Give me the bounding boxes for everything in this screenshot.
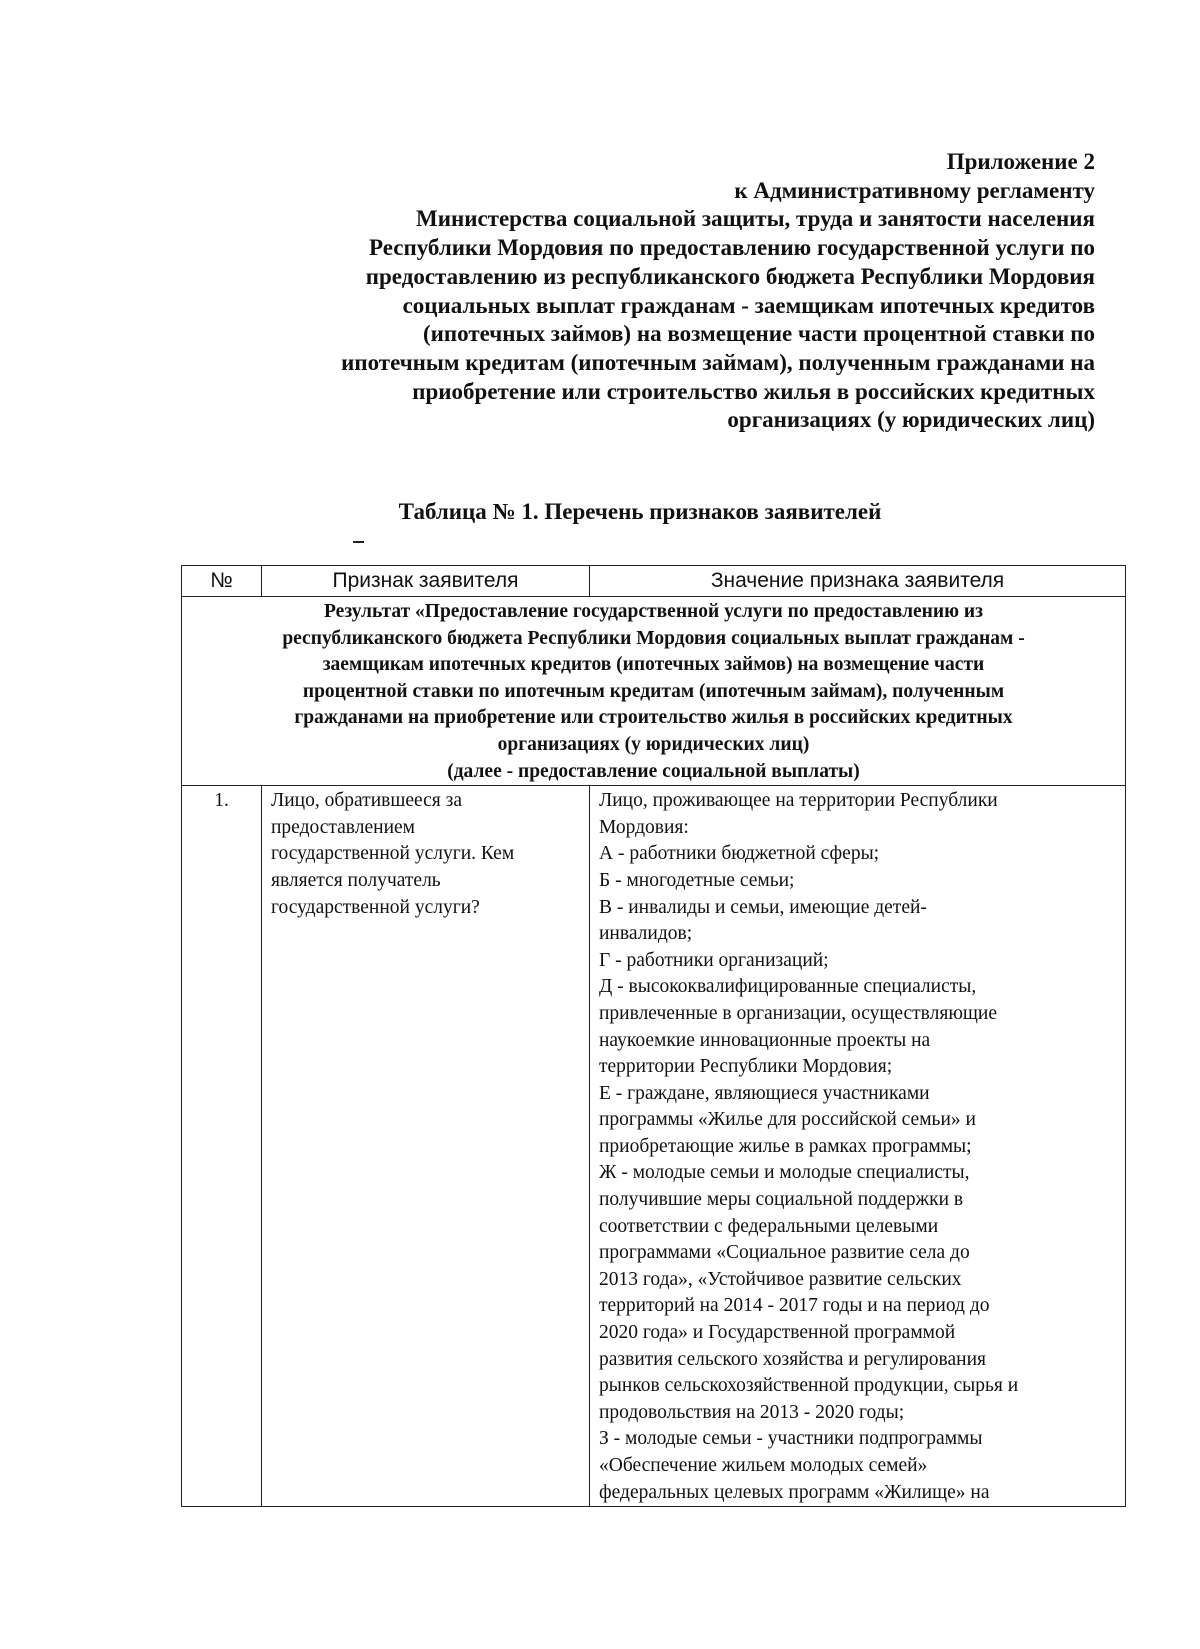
value-line: инвалидов;: [599, 923, 693, 945]
value-line: программы «Жилье для российской семьи» и: [599, 1109, 976, 1131]
section-cell: [182, 597, 1126, 786]
appendix-line: ипотечным кредитам (ипотечным займам), полученным гражданами на: [341, 349, 1095, 375]
value-line: Б - многодетные семьи;: [599, 869, 795, 891]
value-line: территории Республики Мордовия;: [599, 1056, 893, 1078]
attribute-line: предоставлением: [271, 816, 416, 838]
value-line: З - молодые семьи - участники подпрограммы: [599, 1428, 983, 1450]
attribute-cell: [262, 786, 590, 1507]
value-line: наукоемкие инновационные проекты на: [599, 1029, 931, 1051]
appendix-line: приобретение или строительство жилья в российских кредитных: [412, 378, 1095, 404]
value-line: 2013 года», «Устойчивое развитие сельских: [599, 1268, 962, 1290]
value-line: Лицо, проживающее на территории Республики: [599, 790, 998, 812]
appendix-line: социальных выплат гражданам - заемщикам ипотечных кредитов: [402, 292, 1095, 318]
value-line: получившие меры социальной поддержки в: [599, 1189, 964, 1211]
value-line: Мордовия:: [599, 816, 689, 838]
attribute-line: является получатель: [271, 869, 441, 891]
scan-mark: [353, 541, 364, 543]
appendix-line: (ипотечных займов) на возмещение части процентной ставки по: [423, 321, 1095, 347]
attribute-line: государственной услуги?: [271, 896, 480, 918]
header-attribute: Признак заявителя: [262, 566, 590, 597]
row-number: 1.: [182, 786, 262, 1507]
value-cell: [590, 786, 1126, 1507]
header-value: Значение признака заявителя: [590, 566, 1126, 597]
section-line: организациях (у юридических лиц): [497, 733, 810, 755]
value-line: развития сельского хозяйства и регулирования: [599, 1348, 986, 1370]
section-line: республиканского бюджета Республики Мордовия социальных выплат гражданам -: [282, 627, 1025, 649]
appendix-line: Республики Мордовия по предоставлению государственной услуги по: [369, 235, 1095, 261]
appendix-line: предоставлению из республиканского бюджета Республики Мордовия: [365, 263, 1095, 289]
section-row: [182, 597, 1126, 786]
appendix-line: Приложение 2: [946, 149, 1095, 174]
appendix-header: [175, 148, 1095, 435]
value-line: рынков сельскохозяйственной продукции, сырья и: [599, 1375, 1019, 1397]
value-line: продовольствия на 2013 - 2020 годы;: [599, 1401, 905, 1423]
table-row: [182, 786, 1126, 1507]
table-header-row: [182, 566, 1126, 597]
section-line: (далее - предоставление социальной выплаты): [447, 760, 860, 782]
value-line: В - инвалиды и семьи, имеющие детей-: [599, 896, 927, 918]
value-line: Д - высококвалифицированные специалисты,: [599, 976, 977, 998]
header-num: №: [182, 566, 262, 597]
appendix-line: к Административному регламенту: [734, 177, 1095, 203]
applicant-attributes-table: [181, 565, 1126, 1507]
value-line: соответствии с федеральными целевыми: [599, 1215, 939, 1237]
value-line: федеральных целевых программ «Жилище» на: [599, 1481, 990, 1503]
value-line: программами «Социальное развитие села до: [599, 1242, 970, 1264]
value-line: территорий на 2014 - 2017 годы и на период до: [599, 1295, 990, 1317]
value-line: привлеченные в организации, осуществляющие: [599, 1002, 997, 1024]
appendix-line: организациях (у юридических лиц): [727, 407, 1095, 433]
table-title: Таблица № 1. Перечень признаков заявителей: [398, 499, 882, 524]
attribute-line: государственной услуги. Кем: [271, 843, 515, 865]
section-line: Результат «Предоставление государственной услуги по предоставлению из: [324, 601, 983, 622]
value-line: Е - граждане, являющиеся участниками: [599, 1082, 930, 1104]
section-line: процентной ставки по ипотечным кредитам (ипотечным займам), полученным: [302, 680, 1005, 702]
value-line: «Обеспечение жильем молодых семей»: [599, 1455, 928, 1476]
value-line: Ж - молодые семьи и молодые специалисты,: [599, 1162, 970, 1184]
value-line: 2020 года» и Государственной программой: [599, 1322, 956, 1344]
value-line: Г - работники организаций;: [599, 949, 829, 971]
section-line: гражданами на приобретение или строительство жилья в российских кредитных: [294, 707, 1013, 729]
value-line: А - работники бюджетной сферы;: [599, 843, 880, 865]
appendix-line: Министерства социальной защиты, труда и занятости населения: [415, 206, 1095, 232]
section-line: заемщикам ипотечных кредитов (ипотечных займов) на возмещение части: [322, 654, 985, 676]
attribute-line: Лицо, обратившееся за: [271, 790, 463, 812]
value-line: приобретающие жилье в рамках программы;: [599, 1135, 972, 1157]
